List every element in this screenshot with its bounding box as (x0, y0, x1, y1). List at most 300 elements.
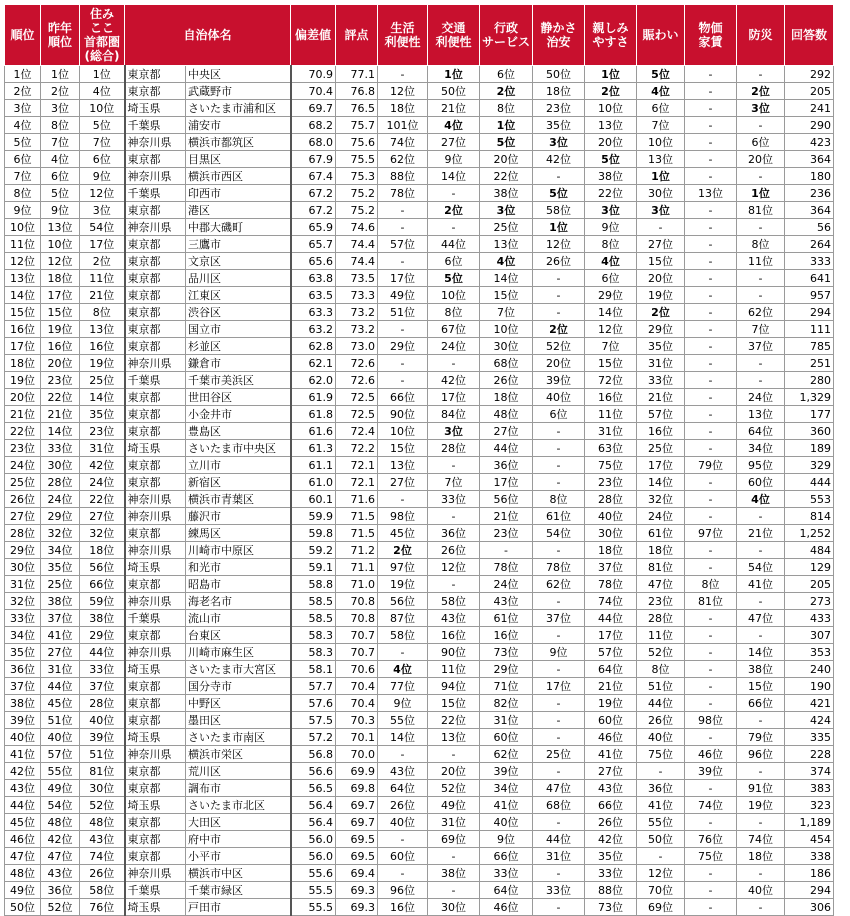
table-row (5, 83, 834, 100)
cell-last-year-rank: 35位 (41, 559, 80, 576)
cell-score: 69.9 (336, 763, 378, 780)
cell-deviation: 63.5 (291, 287, 336, 304)
cell-prices-rent: - (685, 100, 737, 117)
cell-municipality: 文京区 (186, 253, 291, 270)
cell-disaster-prevention: 74位 (737, 831, 785, 848)
cell-municipality: 渋谷区 (186, 304, 291, 321)
cell-prices-rent: - (685, 610, 737, 627)
cell-transport-convenience: 16位 (428, 627, 480, 644)
cell-last-year-rank: 27位 (41, 644, 80, 661)
cell-prefecture: 東京都 (125, 66, 186, 83)
cell-score: 74.4 (336, 236, 378, 253)
cell-disaster-prevention: 8位 (737, 236, 785, 253)
cell-sumikoko-rank: 66位 (80, 576, 125, 593)
cell-admin-services: 66位 (480, 848, 533, 865)
cell-prefecture: 東京都 (125, 576, 186, 593)
cell-admin-services: 10位 (480, 321, 533, 338)
table-row (5, 559, 834, 576)
cell-friendliness: 28位 (585, 491, 637, 508)
cell-rank: 46位 (5, 831, 41, 848)
cell-municipality: 練馬区 (186, 525, 291, 542)
cell-quiet-safety: 52位 (533, 338, 585, 355)
cell-sumikoko-rank: 32位 (80, 525, 125, 542)
cell-rank: 28位 (5, 525, 41, 542)
cell-disaster-prevention: - (737, 593, 785, 610)
cell-sumikoko-rank: 43位 (80, 831, 125, 848)
cell-quiet-safety: 42位 (533, 151, 585, 168)
cell-admin-services: 40位 (480, 814, 533, 831)
cell-living-convenience: 64位 (378, 780, 428, 797)
cell-responses: 205 (785, 83, 834, 100)
cell-disaster-prevention: - (737, 219, 785, 236)
cell-municipality: 中野区 (186, 695, 291, 712)
cell-municipality: 流山市 (186, 610, 291, 627)
cell-prices-rent: - (685, 491, 737, 508)
cell-deviation: 56.4 (291, 797, 336, 814)
cell-municipality: 川崎市中原区 (186, 542, 291, 559)
cell-last-year-rank: 43位 (41, 865, 80, 882)
cell-prefecture: 東京都 (125, 457, 186, 474)
cell-score: 74.4 (336, 253, 378, 270)
cell-prices-rent: - (685, 168, 737, 185)
cell-sumikoko-rank: 12位 (80, 185, 125, 202)
cell-friendliness: 42位 (585, 831, 637, 848)
cell-rank: 29位 (5, 542, 41, 559)
cell-transport-convenience: 1位 (428, 66, 480, 83)
cell-living-convenience: 49位 (378, 287, 428, 304)
cell-admin-services: 64位 (480, 882, 533, 899)
cell-friendliness: 8位 (585, 236, 637, 253)
cell-prefecture: 神奈川県 (125, 593, 186, 610)
cell-last-year-rank: 17位 (41, 287, 80, 304)
cell-friendliness: 7位 (585, 338, 637, 355)
cell-liveliness: 41位 (637, 797, 685, 814)
cell-municipality: 川崎市麻生区 (186, 644, 291, 661)
cell-disaster-prevention: 38位 (737, 661, 785, 678)
cell-responses: 205 (785, 576, 834, 593)
cell-last-year-rank: 25位 (41, 576, 80, 593)
table-row (5, 168, 834, 185)
cell-responses: 236 (785, 185, 834, 202)
cell-score: 69.3 (336, 882, 378, 899)
cell-sumikoko-rank: 23位 (80, 423, 125, 440)
cell-disaster-prevention: - (737, 168, 785, 185)
cell-score: 75.3 (336, 168, 378, 185)
cell-disaster-prevention: 19位 (737, 797, 785, 814)
cell-sumikoko-rank: 17位 (80, 236, 125, 253)
cell-liveliness: 55位 (637, 814, 685, 831)
cell-responses: 444 (785, 474, 834, 491)
cell-liveliness: 57位 (637, 406, 685, 423)
cell-sumikoko-rank: 26位 (80, 865, 125, 882)
cell-score: 72.1 (336, 474, 378, 491)
cell-disaster-prevention: 24位 (737, 389, 785, 406)
table-row (5, 593, 834, 610)
cell-deviation: 57.6 (291, 695, 336, 712)
cell-admin-services: 7位 (480, 304, 533, 321)
cell-prefecture: 埼玉県 (125, 440, 186, 457)
cell-municipality: 品川区 (186, 270, 291, 287)
cell-rank: 21位 (5, 406, 41, 423)
cell-admin-services: 3位 (480, 202, 533, 219)
cell-prices-rent: - (685, 219, 737, 236)
cell-last-year-rank: 4位 (41, 151, 80, 168)
cell-prefecture: 東京都 (125, 848, 186, 865)
cell-liveliness: 31位 (637, 355, 685, 372)
cell-quiet-safety: 5位 (533, 185, 585, 202)
cell-admin-services: 14位 (480, 270, 533, 287)
cell-responses: 1,189 (785, 814, 834, 831)
cell-prefecture: 埼玉県 (125, 899, 186, 916)
cell-friendliness: 40位 (585, 508, 637, 525)
cell-score: 75.6 (336, 134, 378, 151)
cell-score: 70.0 (336, 746, 378, 763)
cell-sumikoko-rank: 7位 (80, 134, 125, 151)
cell-liveliness: 6位 (637, 100, 685, 117)
cell-sumikoko-rank: 76位 (80, 899, 125, 916)
cell-sumikoko-rank: 74位 (80, 848, 125, 865)
cell-quiet-safety: - (533, 899, 585, 916)
cell-disaster-prevention: 15位 (737, 678, 785, 695)
cell-liveliness: 69位 (637, 899, 685, 916)
cell-score: 76.5 (336, 100, 378, 117)
cell-score: 76.8 (336, 83, 378, 100)
cell-municipality: 横浜市都筑区 (186, 134, 291, 151)
table-header (5, 5, 834, 66)
cell-rank: 12位 (5, 253, 41, 270)
cell-liveliness: 20位 (637, 270, 685, 287)
cell-disaster-prevention: 37位 (737, 338, 785, 355)
cell-score: 73.3 (336, 287, 378, 304)
cell-transport-convenience: 11位 (428, 661, 480, 678)
cell-last-year-rank: 32位 (41, 525, 80, 542)
cell-prices-rent: - (685, 729, 737, 746)
cell-friendliness: 72位 (585, 372, 637, 389)
cell-liveliness: 51位 (637, 678, 685, 695)
cell-friendliness: 12位 (585, 321, 637, 338)
cell-friendliness: 88位 (585, 882, 637, 899)
cell-prefecture: 東京都 (125, 406, 186, 423)
cell-rank: 4位 (5, 117, 41, 134)
cell-prices-rent: 46位 (685, 746, 737, 763)
cell-responses: 329 (785, 457, 834, 474)
cell-admin-services: 23位 (480, 525, 533, 542)
cell-transport-convenience: 42位 (428, 372, 480, 389)
table-row (5, 746, 834, 763)
cell-sumikoko-rank: 16位 (80, 338, 125, 355)
cell-liveliness: 18位 (637, 542, 685, 559)
cell-transport-convenience: 27位 (428, 134, 480, 151)
cell-liveliness: 2位 (637, 304, 685, 321)
cell-responses: 957 (785, 287, 834, 304)
cell-admin-services: 20位 (480, 151, 533, 168)
cell-friendliness: 20位 (585, 134, 637, 151)
cell-transport-convenience: 7位 (428, 474, 480, 491)
cell-municipality: さいたま市浦和区 (186, 100, 291, 117)
cell-liveliness: - (637, 848, 685, 865)
cell-rank: 19位 (5, 372, 41, 389)
cell-deviation: 61.9 (291, 389, 336, 406)
cell-living-convenience: 16位 (378, 899, 428, 916)
cell-last-year-rank: 9位 (41, 202, 80, 219)
cell-living-convenience: - (378, 831, 428, 848)
cell-disaster-prevention: - (737, 372, 785, 389)
cell-transport-convenience: 12位 (428, 559, 480, 576)
cell-prices-rent: - (685, 865, 737, 882)
cell-liveliness: 81位 (637, 559, 685, 576)
cell-rank: 3位 (5, 100, 41, 117)
cell-municipality: 横浜市中区 (186, 865, 291, 882)
cell-quiet-safety: - (533, 168, 585, 185)
cell-municipality: さいたま市大宮区 (186, 661, 291, 678)
cell-admin-services: 38位 (480, 185, 533, 202)
cell-responses: 241 (785, 100, 834, 117)
cell-friendliness: 2位 (585, 83, 637, 100)
cell-last-year-rank: 10位 (41, 236, 80, 253)
cell-score: 69.5 (336, 831, 378, 848)
table-row (5, 338, 834, 355)
cell-prices-rent: 97位 (685, 525, 737, 542)
cell-prices-rent: - (685, 406, 737, 423)
cell-municipality: さいたま市北区 (186, 797, 291, 814)
cell-deviation: 63.8 (291, 270, 336, 287)
table-row (5, 491, 834, 508)
cell-liveliness: 32位 (637, 491, 685, 508)
cell-admin-services: 43位 (480, 593, 533, 610)
cell-liveliness: 7位 (637, 117, 685, 134)
cell-living-convenience: - (378, 219, 428, 236)
header-living-convenience: 生活 利便性 (378, 5, 428, 66)
cell-last-year-rank: 22位 (41, 389, 80, 406)
cell-score: 72.6 (336, 355, 378, 372)
cell-last-year-rank: 44位 (41, 678, 80, 695)
cell-admin-services: 9位 (480, 831, 533, 848)
cell-responses: 374 (785, 763, 834, 780)
cell-liveliness: 40位 (637, 729, 685, 746)
cell-disaster-prevention: 60位 (737, 474, 785, 491)
cell-deviation: 61.1 (291, 457, 336, 474)
cell-rank: 13位 (5, 270, 41, 287)
cell-responses: 785 (785, 338, 834, 355)
cell-responses: 251 (785, 355, 834, 372)
cell-municipality: 小平市 (186, 848, 291, 865)
cell-liveliness: 30位 (637, 185, 685, 202)
cell-rank: 23位 (5, 440, 41, 457)
cell-score: 71.2 (336, 542, 378, 559)
cell-transport-convenience: 36位 (428, 525, 480, 542)
cell-prefecture: 東京都 (125, 780, 186, 797)
cell-living-convenience: 57位 (378, 236, 428, 253)
cell-deviation: 62.8 (291, 338, 336, 355)
cell-rank: 47位 (5, 848, 41, 865)
cell-prices-rent: - (685, 627, 737, 644)
cell-prefecture: 東京都 (125, 270, 186, 287)
cell-rank: 45位 (5, 814, 41, 831)
cell-quiet-safety: 18位 (533, 83, 585, 100)
cell-sumikoko-rank: 51位 (80, 746, 125, 763)
cell-admin-services: 71位 (480, 678, 533, 695)
cell-disaster-prevention: - (737, 287, 785, 304)
cell-sumikoko-rank: 44位 (80, 644, 125, 661)
cell-disaster-prevention: 20位 (737, 151, 785, 168)
cell-rank: 16位 (5, 321, 41, 338)
cell-last-year-rank: 57位 (41, 746, 80, 763)
cell-liveliness: 36位 (637, 780, 685, 797)
cell-score: 73.5 (336, 270, 378, 287)
cell-friendliness: 33位 (585, 865, 637, 882)
cell-prices-rent: - (685, 559, 737, 576)
cell-last-year-rank: 12位 (41, 253, 80, 270)
cell-living-convenience: - (378, 372, 428, 389)
cell-liveliness: 13位 (637, 151, 685, 168)
cell-deviation: 59.1 (291, 559, 336, 576)
header-disaster-prevention: 防災 (737, 5, 785, 66)
cell-disaster-prevention: - (737, 712, 785, 729)
cell-rank: 36位 (5, 661, 41, 678)
cell-admin-services: 16位 (480, 627, 533, 644)
cell-quiet-safety: 47位 (533, 780, 585, 797)
cell-friendliness: 30位 (585, 525, 637, 542)
cell-municipality: 和光市 (186, 559, 291, 576)
cell-sumikoko-rank: 58位 (80, 882, 125, 899)
cell-last-year-rank: 18位 (41, 270, 80, 287)
cell-sumikoko-rank: 6位 (80, 151, 125, 168)
cell-municipality: 鎌倉市 (186, 355, 291, 372)
cell-responses: 292 (785, 66, 834, 83)
cell-friendliness: 17位 (585, 627, 637, 644)
cell-liveliness: 12位 (637, 865, 685, 882)
cell-transport-convenience: 24位 (428, 338, 480, 355)
cell-last-year-rank: 14位 (41, 423, 80, 440)
cell-transport-convenience: - (428, 219, 480, 236)
cell-prefecture: 埼玉県 (125, 661, 186, 678)
cell-disaster-prevention: 64位 (737, 423, 785, 440)
cell-liveliness: - (637, 219, 685, 236)
table-row (5, 66, 834, 83)
cell-liveliness: 15位 (637, 253, 685, 270)
cell-prices-rent: - (685, 474, 737, 491)
table-row (5, 814, 834, 831)
table-row (5, 899, 834, 916)
cell-admin-services: 46位 (480, 899, 533, 916)
cell-rank: 37位 (5, 678, 41, 695)
cell-sumikoko-rank: 1位 (80, 66, 125, 83)
cell-disaster-prevention: - (737, 66, 785, 83)
cell-deviation: 56.6 (291, 763, 336, 780)
cell-transport-convenience: 17位 (428, 389, 480, 406)
cell-prices-rent: - (685, 814, 737, 831)
cell-last-year-rank: 48位 (41, 814, 80, 831)
ranking-table (4, 4, 834, 916)
cell-living-convenience: 17位 (378, 270, 428, 287)
cell-deviation: 69.7 (291, 100, 336, 117)
cell-last-year-rank: 41位 (41, 627, 80, 644)
cell-responses: 186 (785, 865, 834, 882)
table-row (5, 865, 834, 882)
cell-score: 69.3 (336, 899, 378, 916)
cell-living-convenience: 55位 (378, 712, 428, 729)
cell-liveliness: 8位 (637, 661, 685, 678)
cell-prices-rent: - (685, 661, 737, 678)
cell-deviation: 57.2 (291, 729, 336, 746)
cell-prefecture: 東京都 (125, 763, 186, 780)
cell-rank: 22位 (5, 423, 41, 440)
cell-rank: 38位 (5, 695, 41, 712)
cell-last-year-rank: 55位 (41, 763, 80, 780)
cell-prefecture: 千葉県 (125, 117, 186, 134)
cell-deviation: 59.9 (291, 508, 336, 525)
cell-deviation: 56.4 (291, 814, 336, 831)
cell-liveliness: - (637, 763, 685, 780)
cell-sumikoko-rank: 11位 (80, 270, 125, 287)
cell-transport-convenience: 14位 (428, 168, 480, 185)
cell-quiet-safety: 78位 (533, 559, 585, 576)
cell-living-convenience: 97位 (378, 559, 428, 576)
cell-prices-rent: - (685, 134, 737, 151)
table-row (5, 474, 834, 491)
cell-transport-convenience: 44位 (428, 236, 480, 253)
cell-friendliness: 35位 (585, 848, 637, 865)
cell-deviation: 57.5 (291, 712, 336, 729)
cell-last-year-rank: 52位 (41, 899, 80, 916)
cell-rank: 26位 (5, 491, 41, 508)
table-row (5, 389, 834, 406)
cell-quiet-safety: 8位 (533, 491, 585, 508)
cell-prefecture: 神奈川県 (125, 355, 186, 372)
cell-sumikoko-rank: 38位 (80, 610, 125, 627)
cell-transport-convenience: - (428, 185, 480, 202)
cell-prices-rent: 76位 (685, 831, 737, 848)
table-row (5, 457, 834, 474)
table-row (5, 661, 834, 678)
cell-admin-services: 82位 (480, 695, 533, 712)
cell-score: 70.6 (336, 661, 378, 678)
cell-prefecture: 千葉県 (125, 372, 186, 389)
cell-responses: 228 (785, 746, 834, 763)
cell-sumikoko-rank: 33位 (80, 661, 125, 678)
cell-transport-convenience: - (428, 508, 480, 525)
cell-living-convenience: - (378, 355, 428, 372)
cell-disaster-prevention: - (737, 355, 785, 372)
cell-transport-convenience: 20位 (428, 763, 480, 780)
cell-score: 70.1 (336, 729, 378, 746)
cell-score: 69.5 (336, 848, 378, 865)
table-row (5, 695, 834, 712)
cell-transport-convenience: 5位 (428, 270, 480, 287)
cell-liveliness: 1位 (637, 168, 685, 185)
cell-liveliness: 21位 (637, 389, 685, 406)
table-row (5, 321, 834, 338)
cell-score: 77.1 (336, 66, 378, 83)
cell-disaster-prevention: - (737, 542, 785, 559)
cell-responses: 335 (785, 729, 834, 746)
table-row (5, 406, 834, 423)
cell-municipality: 府中市 (186, 831, 291, 848)
cell-disaster-prevention: 40位 (737, 882, 785, 899)
cell-transport-convenience: 90位 (428, 644, 480, 661)
table-row (5, 729, 834, 746)
cell-last-year-rank: 28位 (41, 474, 80, 491)
cell-responses: 423 (785, 134, 834, 151)
cell-last-year-rank: 1位 (41, 66, 80, 83)
cell-quiet-safety: - (533, 287, 585, 304)
cell-friendliness: 44位 (585, 610, 637, 627)
cell-rank: 14位 (5, 287, 41, 304)
cell-municipality: 国立市 (186, 321, 291, 338)
cell-sumikoko-rank: 39位 (80, 729, 125, 746)
table-row (5, 848, 834, 865)
cell-living-convenience: 87位 (378, 610, 428, 627)
